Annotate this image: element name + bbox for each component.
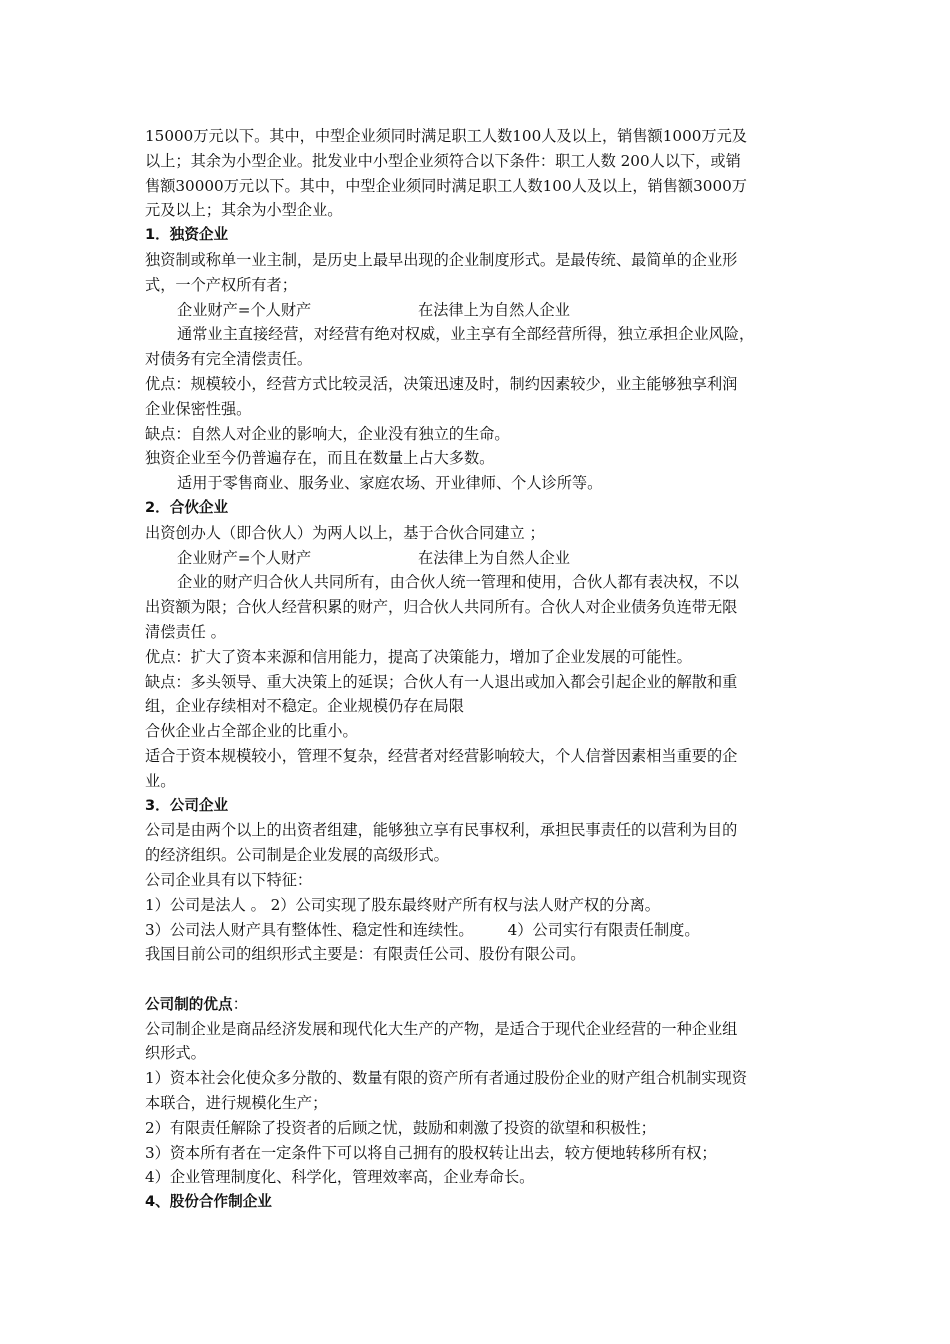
list-item: 1）资本社会化使众多分散的、数量有限的资产所有者通过股份企业的财产组合机制实现资 [145, 1069, 747, 1088]
text-line: 式，一个产权所有者； [145, 275, 297, 294]
list-item: 2）有限责任解除了投资者的后顾之忧，鼓励和刺激了投资的欲望和积极性； [145, 1118, 656, 1137]
text-line: 合伙企业占全部企业的比重小。 [145, 722, 358, 741]
advantages-heading-colon: ： [232, 994, 248, 1013]
text-line: 织形式。 [145, 1044, 206, 1063]
property-row [145, 546, 817, 571]
property-left: 企业财产=个人财产 [177, 300, 312, 319]
blank-line [145, 967, 817, 992]
advantages-heading [145, 992, 817, 1017]
text-line: 通常业主直接经营，对经营有绝对权威，业主享有全部经营所得，独立承担企业风险， [177, 325, 755, 344]
list-item: 本联合，进行规模化生产； [145, 1094, 328, 1113]
text-line: 优点：规模较小，经营方式比较灵活，决策迅速及时，制约因素较少，业主能够独享利润 [145, 374, 738, 393]
text-line: 独资企业至今仍普遍存在，而且在数量上占大多数。 [145, 449, 495, 468]
text-line: 清偿责任 。 [145, 622, 226, 641]
text-line: 的经济组织。公司制是企业发展的高级形式。 [145, 846, 449, 865]
feature-line [145, 918, 817, 943]
property-left: 企业财产=个人财产 [177, 548, 312, 567]
text-line: 独资制或称单一业主制，是历史上最早出现的企业制度形式。是最传统、最简单的企业形 [145, 250, 738, 269]
text-line: 对债务有完全清偿责任。 [145, 350, 313, 369]
text-line: 适合于资本规模较小，管理不复杂，经营者对经营影响较大，个人信誉因素相当重要的企 [145, 746, 738, 765]
section-heading-company: 3．公司企业 [145, 796, 229, 814]
text-line: 出资额为限；合伙人经营积累的财产，归合伙人共同所有。合伙人对企业债务负连带无限 [145, 598, 738, 617]
section-heading-sole-proprietorship: 1．独资企业 [145, 226, 229, 244]
text-line: 组，企业存续相对不稳定。企业规模仍存在局限 [145, 697, 464, 716]
text-line: 缺点：自然人对企业的影响大，企业没有独立的生命。 [145, 424, 510, 443]
text-line: 公司制企业是商品经济发展和现代化大生产的产物，是适合于现代企业经营的一种企业组 [145, 1019, 738, 1038]
list-item: 4）企业管理制度化、科学化，管理效率高，企业寿命长。 [145, 1168, 535, 1187]
advantages-heading-text: 公司制的优点 [145, 995, 233, 1013]
text-line: 公司是由两个以上的出资者组建，能够独立享有民事权利，承担民事责任的以营利为目的 [145, 821, 738, 840]
text-line: 优点：扩大了资本来源和信用能力，提高了决策能力，增加了企业发展的可能性。 [145, 647, 692, 666]
text-line: 我国目前公司的组织形式主要是：有限责任公司、股份有限公司。 [145, 945, 586, 964]
text-line: 元及以上；其余为小型企业。 [145, 201, 343, 220]
property-right: 在法律上为自然人企业 [418, 548, 570, 567]
property-right: 在法律上为自然人企业 [418, 300, 570, 319]
text-line: 企业的财产归合伙人共同所有，由合伙人统一管理和使用，合伙人都有表决权，不以 [177, 573, 739, 592]
text-line: 企业保密性强。 [145, 399, 252, 418]
text-line: 适用于零售商业、服务业、家庭农场、开业律师、个人诊所等。 [177, 474, 603, 493]
text-line: 以上；其余为小型企业。批发业中小型企业须符合以下条件：职工人数 200人以下，或销 [145, 151, 741, 170]
feature-line: 1）公司是法人 。 2）公司实现了股东最终财产所有权与法人财产权的分离。 [145, 895, 660, 914]
feature-item: 4）公司实行有限责任制度。 [507, 920, 700, 939]
text-line: 缺点：多头领导、重大决策上的延误；合伙人有一人退出或加入都会引起企业的解散和重 [145, 672, 738, 691]
text-line: 出资创办人（即合伙人）为两人以上，基于合伙合同建立 ； [145, 523, 545, 542]
text-line: 售额30000万元以下。其中，中型企业须同时满足职工人数100人及以上，销售额3000万 [145, 176, 747, 195]
text-line: 公司企业具有以下特征： [145, 870, 313, 889]
text-line: 业。 [145, 771, 176, 790]
property-row [145, 298, 817, 323]
text-line: 15000万元以下。其中，中型企业须同时满足职工人数100人及以上，销售额1000万元及 [145, 127, 747, 145]
document-page [145, 124, 817, 1215]
section-heading-partnership: 2．合伙企业 [145, 498, 229, 516]
feature-item: 3）公司法人财产具有整体性、稳定性和连续性。 [145, 920, 474, 939]
list-item: 3）资本所有者在一定条件下可以将自己拥有的股权转让出去，较方便地转移所有权； [145, 1143, 717, 1162]
section-heading-joint-stock-cooperative: 4、股份合作制企业 [145, 1193, 272, 1211]
